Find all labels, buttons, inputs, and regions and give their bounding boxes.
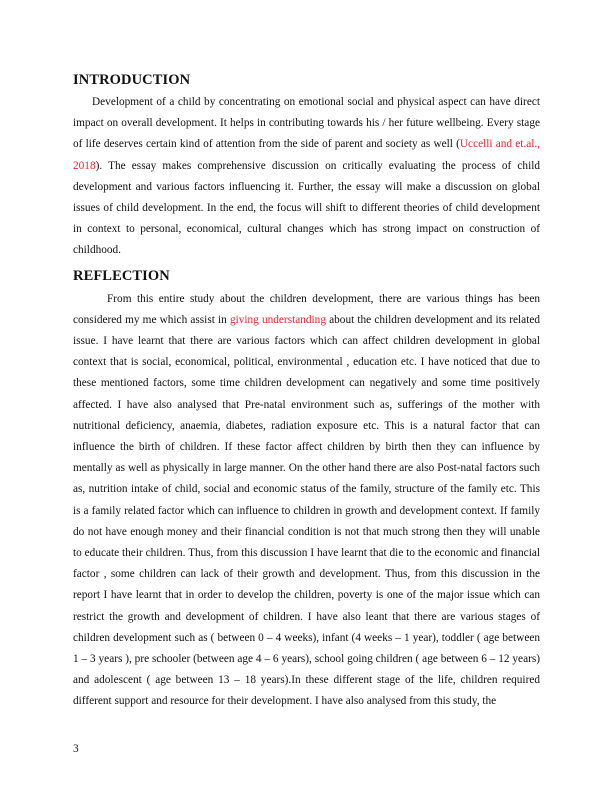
reflection-text-start: From this entire study about the children development, there are various things has been considered my me which assist in <box>73 292 540 326</box>
reflection-highlight: giving understanding <box>229 313 326 326</box>
reflection-paragraph <box>73 289 540 713</box>
introduction-text-start: Development of a child by concentrating on emotional social and physical aspect can have direct impact on overall development. It helps in contributing towards his / her future wellbeing. Every stage of life deserves certain kind of attention from the side of parent and society as well ( <box>73 96 540 151</box>
reflection-text-end: about the children development and its related issue. I have learnt that there are various factors which can affect children development in global context that is social, economical, political, environmental , education etc. I have noticed that due to these mentioned factors, some time children development can negatively and some time positively affected. I have also analysed that Pre-natal environment such as, sufferings of the mother with nutritional deficiency, anaemia, diabetes, radiation exposure etc. This is a natural factor that can influence the birth of children. If these factor affect children by birth then they can influence by mentally as well as physically in large manner. On the other hand there are also Post-natal factors such as, nutrition intake of child, social and economic status of the family, structure of the family etc. This is a family related factor which can influence to children in growth and development context. If family do not have enough money and their financial condition is not that much strong then they will unable to educate their children. Thus, from this discussion I have learnt that die to the economic and financial factor , some children can lack of their growth and development. Thus, from this discussion in the report I have learnt that in order to develop the children, poverty is one of the major issue which can restrict the growth and development of children. I have also leant that there are various stages of children development such as ( between 0 – 4 weeks), infant (4 weeks – 1 year), toddler ( age between 1 – 3 years ), pre schooler (between age 4 – 6 years), school going children ( age between 6 – 12 years) and adolescent ( age between 13 – 18 years).In these different stage of the life, children required different support and resource for their development. I have also analysed from this study, the <box>73 313 541 708</box>
introduction-text-end: ). The essay makes comprehensive discussion on critically evaluating the process of child development and various factors influencing it. Further, the essay will make a discussion on global issues of child development. In the end, the focus will shift to different theories of child development in context to personal, economical, cultural changes which has strong impact on construction of childhood. <box>73 159 540 257</box>
introduction-paragraph <box>73 92 540 262</box>
reflection-heading: REFLECTION <box>73 267 170 284</box>
introduction-citation: Uccelli and et.al., 2018 <box>73 138 541 172</box>
page-number: 3 <box>73 743 79 755</box>
introduction-heading: INTRODUCTION <box>73 72 191 88</box>
page-content <box>73 71 540 713</box>
